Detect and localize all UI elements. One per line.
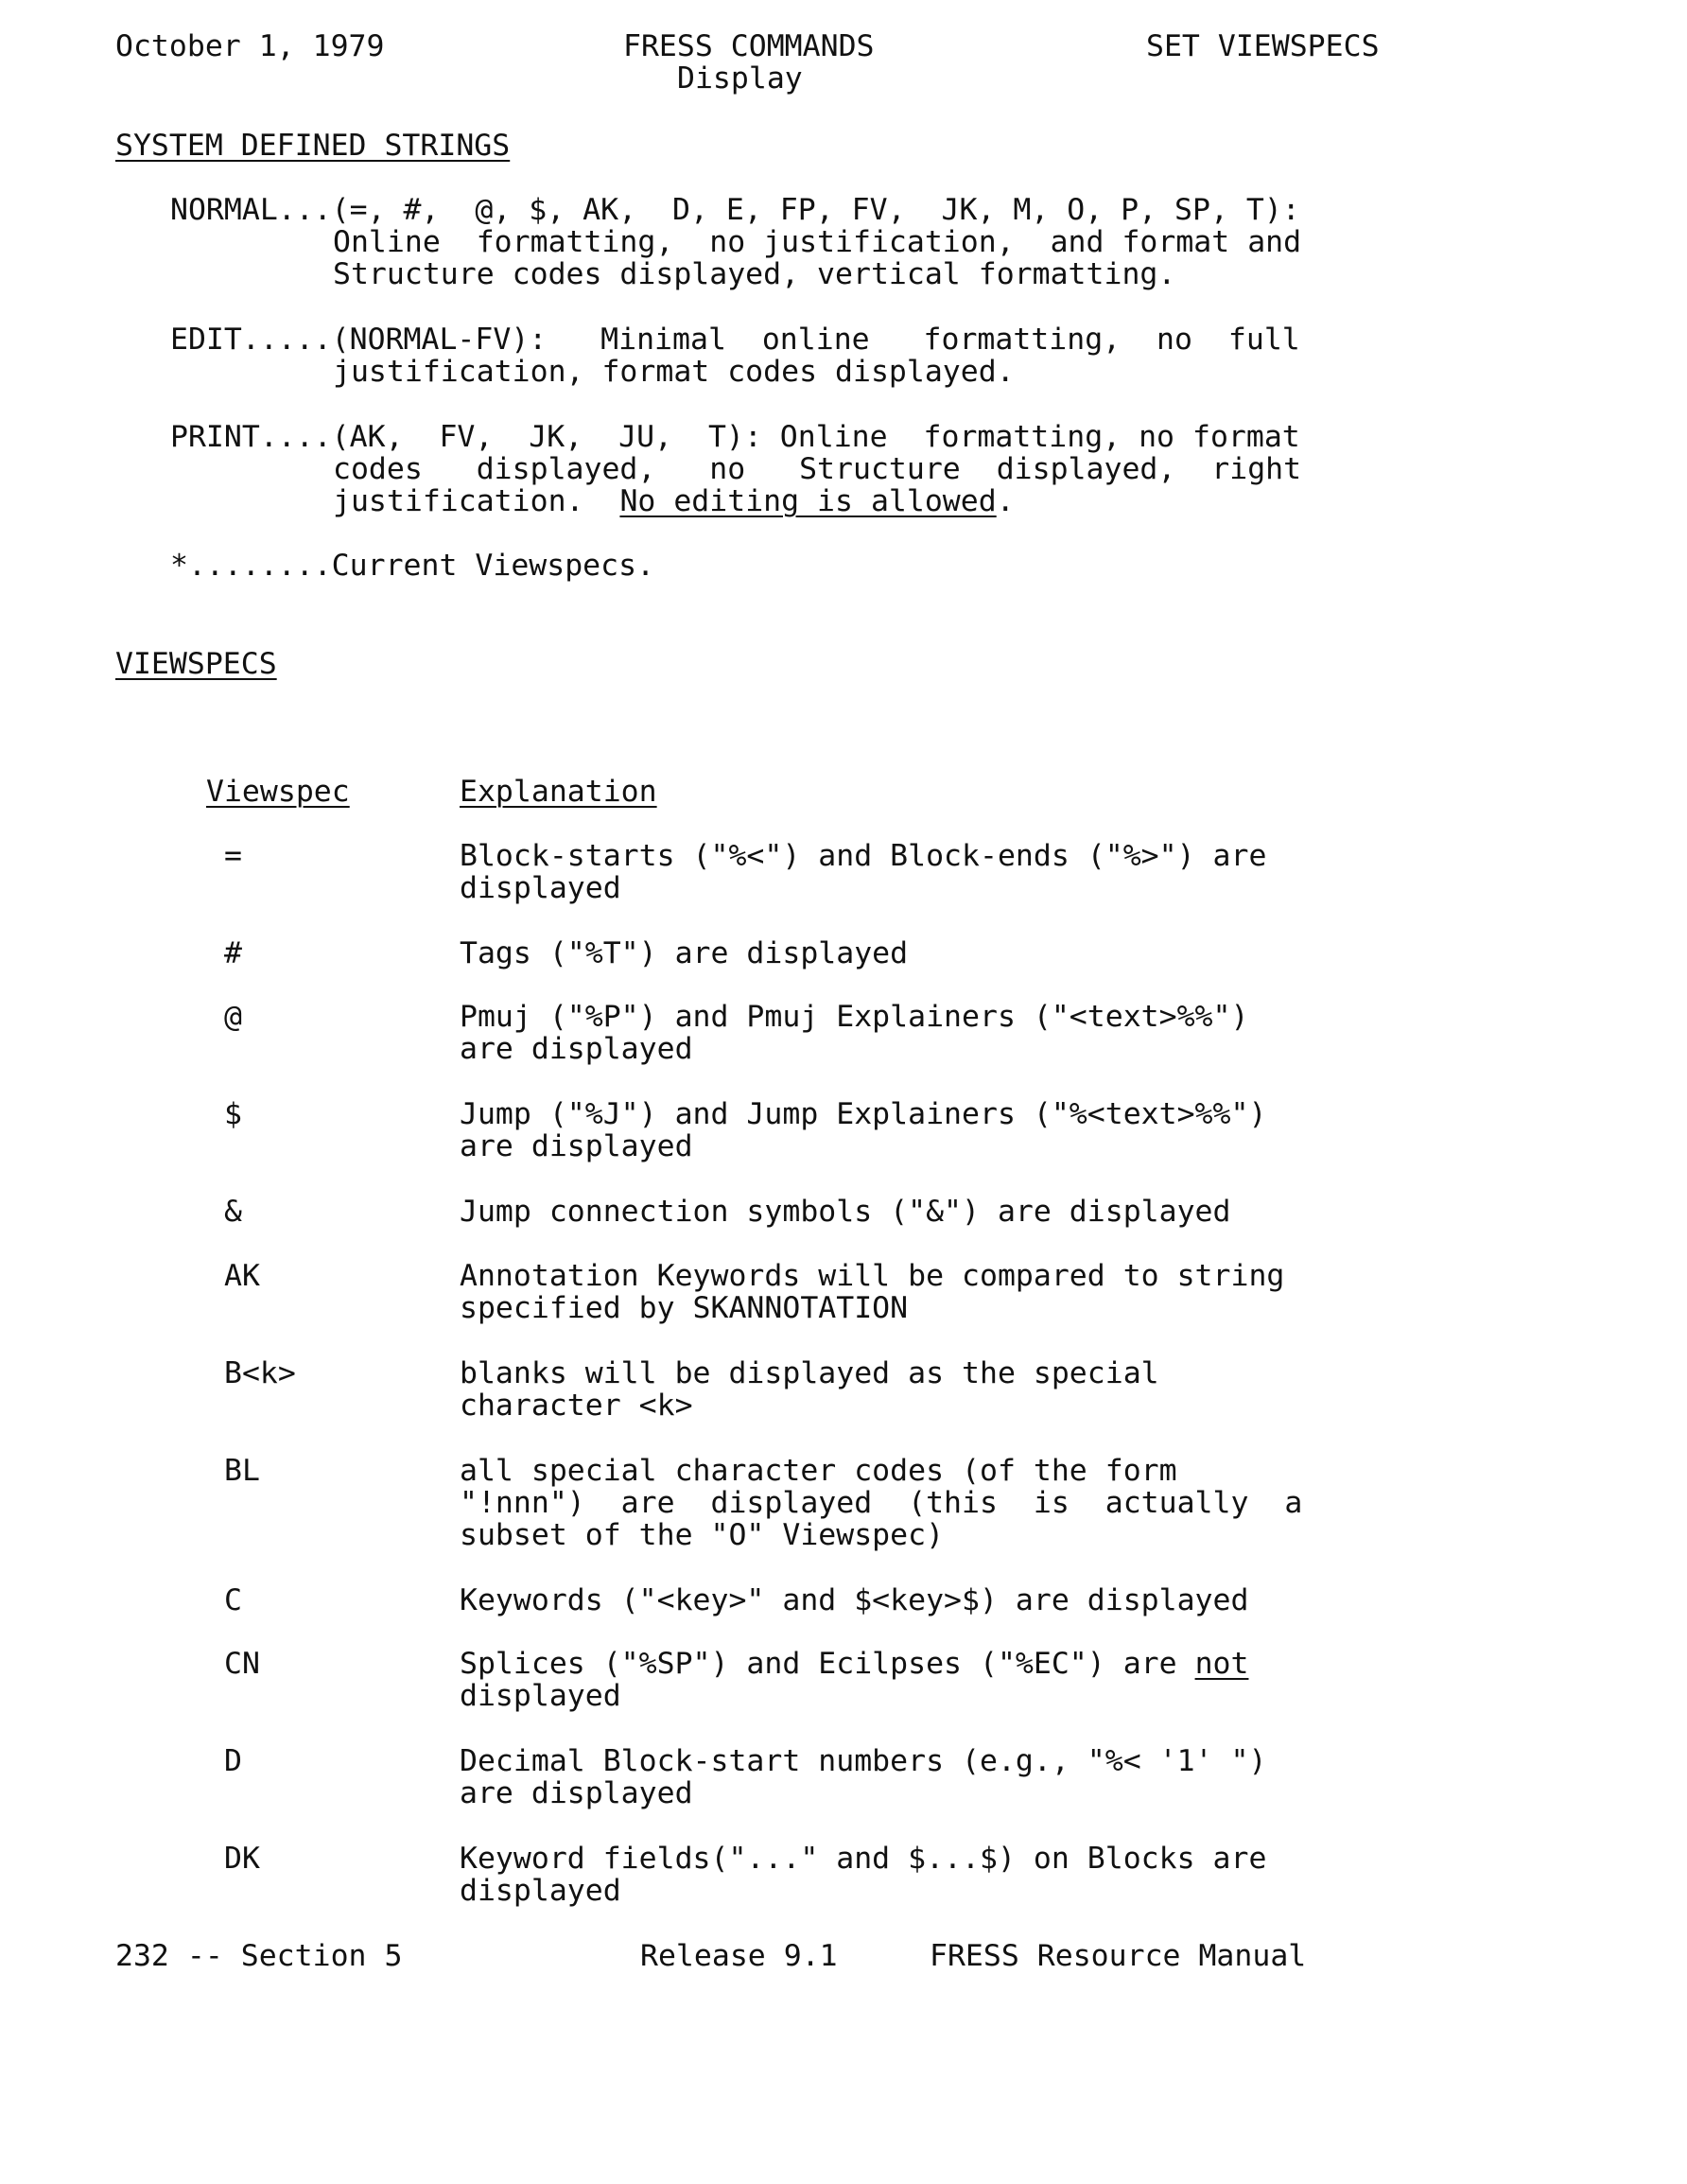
- explanation-line: Tags ("%T") are displayed: [460, 936, 909, 970]
- viewspec-explanation: [460, 937, 908, 970]
- section-heading-viewspecs: VIEWSPECS: [115, 647, 277, 681]
- not-emphasis: not: [1194, 1647, 1249, 1681]
- explanation-line: Keywords ("<key>" and $<key>$) are displayed: [460, 1583, 1249, 1617]
- explanation-line: all special character codes (of the form: [460, 1454, 1177, 1488]
- column-header-viewspec: Viewspec: [206, 775, 350, 809]
- normal-line-3: Structure codes displayed, vertical formatting.: [333, 257, 1176, 291]
- explanation-line: Keyword fields("..." and $...$) on Blocks are: [460, 1842, 1267, 1876]
- current-viewspecs-line: *........Current Viewspecs.: [170, 549, 655, 583]
- viewspec-code: C: [224, 1583, 242, 1617]
- viewspec-explanation: [460, 1098, 1266, 1162]
- explanation-text: Splices ("%SP") and Ecilpses ("%EC") are: [460, 1647, 1195, 1681]
- explanation-line: are displayed: [460, 1129, 693, 1163]
- explanation-line: blanks will be displayed as the special: [460, 1356, 1159, 1390]
- viewspec-explanation: [460, 1357, 1159, 1422]
- viewspec-code: &: [224, 1195, 242, 1229]
- explanation-line: Decimal Block-start numbers (e.g., "%< '1' "): [460, 1744, 1267, 1778]
- viewspec-code: D: [224, 1744, 242, 1778]
- explanation-line: specified by SKANNOTATION: [460, 1291, 909, 1325]
- header-date: October 1, 1979: [115, 29, 385, 63]
- explanation-line: "!nnn") are displayed (this is actually a: [460, 1486, 1303, 1520]
- no-editing-emphasis: No editing is allowed: [619, 484, 997, 518]
- viewspec-explanation: [460, 840, 1266, 904]
- footer-section: 232 -- Section 5: [115, 1939, 403, 1973]
- edit-line-2: justification, format codes displayed.: [333, 355, 1015, 389]
- viewspec-code: =: [224, 839, 242, 873]
- print-line-3a: justification.: [333, 484, 620, 518]
- viewspec-explanation: [460, 1584, 1248, 1616]
- viewspec-code: BL: [224, 1454, 260, 1488]
- viewspec-code: DK: [224, 1842, 260, 1876]
- explanation-line: subset of the "O" Viewspec): [460, 1518, 945, 1552]
- print-line-3c: .: [996, 484, 1015, 518]
- edit-line-1: EDIT.....(NORMAL-FV): Minimal online formatting, no full: [170, 323, 1300, 357]
- explanation-line: Jump connection symbols ("&") are displayed: [460, 1195, 1231, 1229]
- explanation-line: Block-starts ("%<") and Block-ends ("%>") are: [460, 839, 1267, 873]
- viewspec-explanation: [460, 1001, 1248, 1065]
- header-command: SET VIEWSPECS: [1146, 29, 1380, 63]
- explanation-line: Pmuj ("%P") and Pmuj Explainers ("<text>%%"): [460, 1000, 1249, 1034]
- viewspec-explanation: [460, 1843, 1266, 1907]
- viewspec-code: $: [224, 1097, 242, 1131]
- viewspec-explanation: [460, 1455, 1302, 1551]
- viewspec-explanation: [460, 1648, 1248, 1712]
- normal-line-1: NORMAL...(=, #, @, $, AK, D, E, FP, FV, JK, M, O, P, SP, T):: [170, 193, 1300, 227]
- footer-manual-title: FRESS Resource Manual: [930, 1939, 1307, 1973]
- explanation-line: are displayed: [460, 1032, 693, 1066]
- explanation-line: displayed: [460, 1874, 621, 1908]
- print-line-1: PRINT....(AK, FV, JK, JU, T): Online formatting, no format: [170, 420, 1300, 454]
- explanation-line: displayed: [460, 871, 621, 905]
- explanation-line: character <k>: [460, 1389, 693, 1423]
- viewspec-explanation: [460, 1260, 1284, 1324]
- explanation-line: Jump ("%J") and Jump Explainers ("%<text>%%"): [460, 1097, 1267, 1131]
- normal-line-2: Online formatting, no justification, and format and: [333, 225, 1302, 259]
- viewspec-explanation: [460, 1745, 1266, 1809]
- viewspec-code: #: [224, 936, 242, 970]
- explanation-line: displayed: [460, 1679, 621, 1713]
- header-title: FRESS COMMANDS: [623, 29, 875, 63]
- explanation-line: are displayed: [460, 1776, 693, 1810]
- viewspec-code: AK: [224, 1259, 260, 1293]
- viewspec-code: B<k>: [224, 1356, 296, 1390]
- header-subtitle: Display: [677, 61, 803, 96]
- explanation-line: Annotation Keywords will be compared to string: [460, 1259, 1285, 1293]
- explanation-line: [460, 1648, 1248, 1680]
- viewspec-code: @: [224, 1000, 242, 1034]
- print-line-3: [333, 485, 1015, 517]
- column-header-explanation: Explanation: [460, 775, 657, 809]
- section-heading-system-strings: SYSTEM DEFINED STRINGS: [115, 129, 511, 163]
- print-line-2: codes displayed, no Structure displayed, right: [333, 452, 1302, 486]
- viewspec-code: CN: [224, 1647, 260, 1681]
- footer-release: Release 9.1: [640, 1939, 838, 1973]
- viewspec-explanation: [460, 1196, 1230, 1228]
